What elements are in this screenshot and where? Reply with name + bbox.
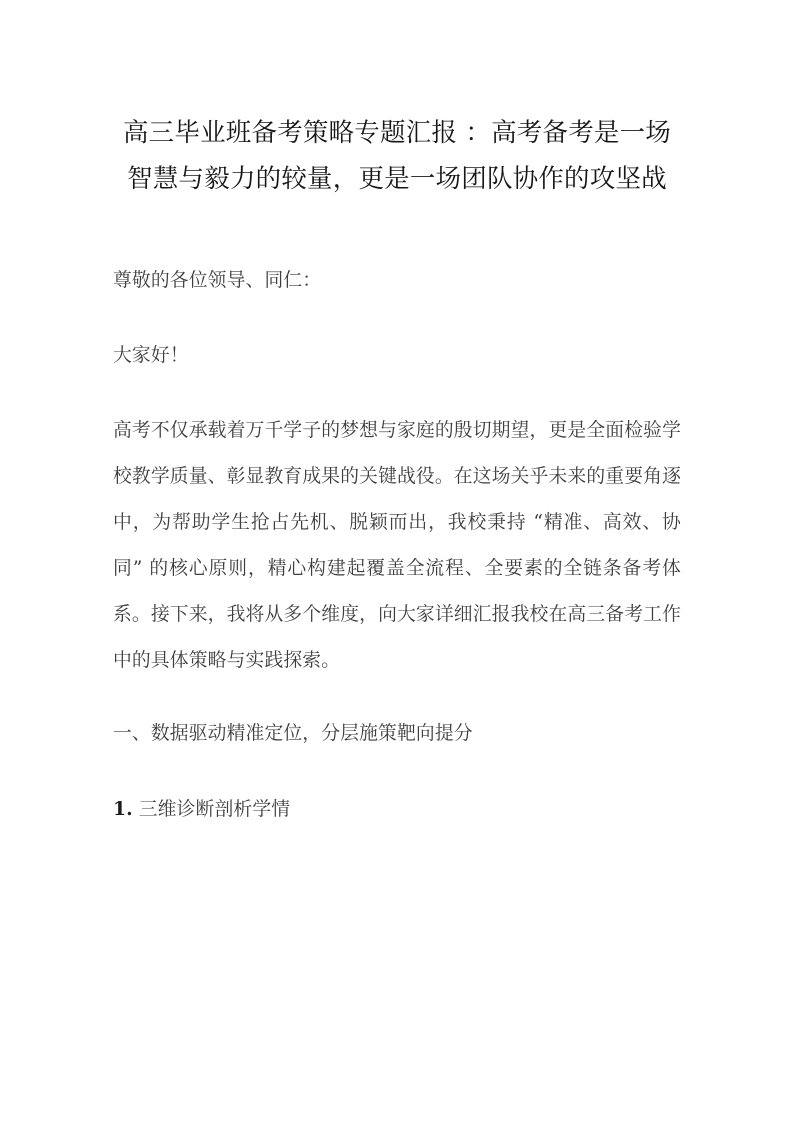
salutation-line: 尊敬的各位领导、同仁： xyxy=(113,270,322,291)
spacer xyxy=(113,304,681,333)
subsection-heading-row xyxy=(113,786,681,833)
spacer xyxy=(113,379,681,408)
document-content xyxy=(113,0,681,833)
body-paragraph: 高考不仅承载着万千学子的梦想与家庭的殷切期望，更是全面检验学校教学质量、彰显教育成果的关键战役。在这场关乎未来的重要角逐中，为帮助学生抢占先机、脱颖而出，我校秉持 “精准、高效、协同” 的核心原则，精心构建起覆盖全流程、全要素的全链条备考体系。接下来，我将从多个维度，向大家详细汇报我校在高三备考工作中的具体策略与实践探索。 xyxy=(113,420,681,671)
spacer xyxy=(113,684,681,711)
spacer xyxy=(113,202,681,258)
spacer xyxy=(113,757,681,786)
page-title: 高三毕业班备考策略专题汇报 ：高考备考是一场智慧与毅力的较量，更是一场团队协作的攻坚战 xyxy=(122,118,671,194)
subsection-heading-label: 三维诊断剖析学情 xyxy=(138,799,291,820)
greeting-line: 大家好！ xyxy=(113,345,189,366)
section-heading: 一、数据驱动精准定位，分层施策靶向提分 xyxy=(113,723,473,744)
subsection-number: 1. xyxy=(113,798,133,820)
